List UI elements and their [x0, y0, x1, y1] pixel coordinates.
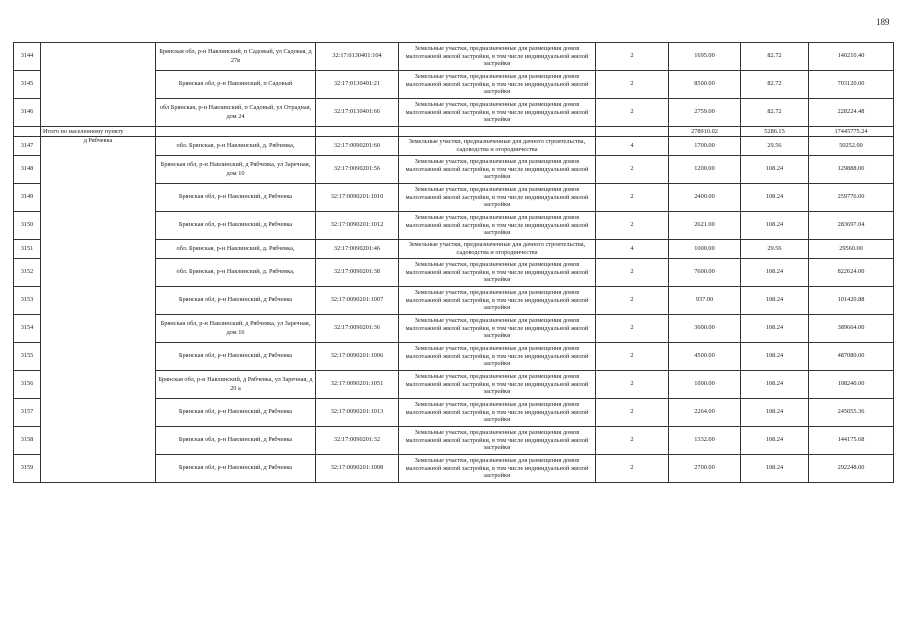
total-empty-cell	[596, 127, 669, 137]
row-number: 3157	[14, 399, 41, 427]
rate-cell: 29.56	[741, 137, 809, 156]
address-cell: Брянская обл, р-н Навлинский, д Рябчевка	[156, 212, 316, 240]
total-empty-cell	[156, 127, 316, 137]
row-number: 3149	[14, 184, 41, 212]
land-category-cell: Земельные участки, предназначенные для размещения домов малоэтажной жилой застройки, в том числе индивидуальной жилой застройки	[399, 427, 596, 455]
rate-cell: 108.24	[741, 427, 809, 455]
row-number: 3147	[14, 137, 41, 156]
category-code-cell: 2	[596, 71, 669, 99]
area-cell: 1000.00	[669, 240, 741, 259]
cadastral-value-cell: 487080.00	[809, 343, 894, 371]
category-code-cell: 4	[596, 240, 669, 259]
address-cell: Брянская обл, р-н Навлинский, п Садовый	[156, 71, 316, 99]
row-number: 3144	[14, 43, 41, 71]
land-category-cell: Земельные участки, предназначенные для размещения домов малоэтажной жилой застройки, в том числе индивидуальной жилой застройки	[399, 371, 596, 399]
land-category-cell: Земельные участки, предназначенные для размещения домов малоэтажной жилой застройки, в том числе индивидуальной жилой застройки	[399, 455, 596, 483]
area-cell: 2759.00	[669, 99, 741, 127]
rate-cell: 108.24	[741, 399, 809, 427]
rate-cell: 108.24	[741, 343, 809, 371]
category-code-cell: 2	[596, 156, 669, 184]
cadastral-number-cell: 32:17:0090201:1008	[316, 455, 399, 483]
land-category-cell: Земельные участки, предназначенные для размещения домов малоэтажной жилой застройки, в том числе индивидуальной жилой застройки	[399, 259, 596, 287]
land-category-cell: Земельные участки, предназначенные для дачного строительства, садоводства и огородничества	[399, 137, 596, 156]
cadastral-number-cell: 32:17:0090201:60	[316, 137, 399, 156]
cadastral-value-cell: 292248.00	[809, 455, 894, 483]
area-cell: 1695.00	[669, 43, 741, 71]
total-empty-cell	[14, 127, 41, 137]
area-cell: 1200.00	[669, 156, 741, 184]
address-cell: обл. Брянская, р-н Навлинский, д. Рябчевка,	[156, 137, 316, 156]
total-empty-cell	[316, 127, 399, 137]
area-cell: 2700.00	[669, 455, 741, 483]
total-rate: 5286.15	[741, 127, 809, 137]
area-cell: 1000.00	[669, 371, 741, 399]
category-code-cell: 2	[596, 43, 669, 71]
row-number: 3146	[14, 99, 41, 127]
category-code-cell: 2	[596, 259, 669, 287]
locality-cell	[41, 43, 156, 127]
rate-cell: 82.72	[741, 43, 809, 71]
cadastral-value-cell: 259776.00	[809, 184, 894, 212]
table-body	[14, 43, 894, 483]
rate-cell: 108.24	[741, 156, 809, 184]
address-cell: Брянская обл, р-н Навлинский, п Садовый, ул Садовая, д 27в	[156, 43, 316, 71]
rate-cell: 82.72	[741, 71, 809, 99]
total-label: Итого по населенному пункту	[41, 127, 156, 137]
rate-cell: 108.24	[741, 259, 809, 287]
area-cell: 937.00	[669, 287, 741, 315]
address-cell: Брянская обл, р-н Навлинский, д Рябчевка	[156, 287, 316, 315]
area-cell: 3600.00	[669, 315, 741, 343]
address-cell: обл. Брянская, р-н Навлинский, д. Рябчевка,	[156, 259, 316, 287]
area-cell: 1700.00	[669, 137, 741, 156]
cadastral-number-cell: 32:17:0090201:1051	[316, 371, 399, 399]
table-row	[14, 137, 894, 156]
land-category-cell: Земельные участки, предназначенные для размещения домов малоэтажной жилой застройки, в том числе индивидуальной жилой застройки	[399, 315, 596, 343]
land-category-cell: Земельные участки, предназначенные для размещения домов малоэтажной жилой застройки, в том числе индивидуальной жилой застройки	[399, 212, 596, 240]
land-category-cell: Земельные участки, предназначенные для размещения домов малоэтажной жилой застройки, в том числе индивидуальной жилой застройки	[399, 399, 596, 427]
address-cell: Брянская обл, р-н Навлинский, д Рябчевка	[156, 427, 316, 455]
address-cell: обл. Брянская, р-н Навлинский, д. Рябчевка,	[156, 240, 316, 259]
cadastral-number-cell: 32:17:0090201:46	[316, 240, 399, 259]
cadastral-number-cell: 32:17:0130401:21	[316, 71, 399, 99]
land-category-cell: Земельные участки, предназначенные для размещения домов малоэтажной жилой застройки, в том числе индивидуальной жилой застройки	[399, 156, 596, 184]
area-cell: 4500.00	[669, 343, 741, 371]
row-number: 3154	[14, 315, 41, 343]
area-cell: 7600.00	[669, 259, 741, 287]
row-number: 3159	[14, 455, 41, 483]
total-area: 278910.02	[669, 127, 741, 137]
category-code-cell: 2	[596, 315, 669, 343]
row-number: 3145	[14, 71, 41, 99]
address-cell: Брянская обл, р-н Навлинский, д Рябчевка	[156, 343, 316, 371]
category-code-cell: 2	[596, 371, 669, 399]
land-category-cell: Земельные участки, предназначенные для размещения домов малоэтажной жилой застройки, в том числе индивидуальной жилой застройки	[399, 184, 596, 212]
land-category-cell: Земельные участки, предназначенные для дачного строительства, садоводства и огородничества	[399, 240, 596, 259]
rate-cell: 82.72	[741, 99, 809, 127]
land-category-cell: Земельные участки, предназначенные для размещения домов малоэтажной жилой застройки, в том числе индивидуальной жилой застройки	[399, 287, 596, 315]
row-number: 3155	[14, 343, 41, 371]
row-number: 3150	[14, 212, 41, 240]
address-cell: Брянская обл, р-н Навлинский, д Рябчевка, ул Заречная, д 20 а	[156, 371, 316, 399]
land-category-cell: Земельные участки, предназначенные для размещения домов малоэтажной жилой застройки, в том числе индивидуальной жилой застройки	[399, 43, 596, 71]
row-number: 3158	[14, 427, 41, 455]
land-category-cell: Земельные участки, предназначенные для размещения домов малоэтажной жилой застройки, в том числе индивидуальной жилой застройки	[399, 343, 596, 371]
land-plots-table	[13, 42, 894, 483]
category-code-cell: 2	[596, 455, 669, 483]
area-cell: 2621.00	[669, 212, 741, 240]
category-code-cell: 2	[596, 184, 669, 212]
area-cell: 8500.00	[669, 71, 741, 99]
cadastral-number-cell: 32:17:0090201:1010	[316, 184, 399, 212]
total-empty-cell	[399, 127, 596, 137]
address-cell: Брянская обл, р-н Навлинский, д Рябчевка	[156, 455, 316, 483]
cadastral-number-cell: 32:17:0130401:104	[316, 43, 399, 71]
category-code-cell: 2	[596, 287, 669, 315]
cadastral-value-cell: 29560.00	[809, 240, 894, 259]
land-category-cell: Земельные участки, предназначенные для размещения домов малоэтажной жилой застройки, в том числе индивидуальной жилой застройки	[399, 71, 596, 99]
cadastral-value-cell: 140210.40	[809, 43, 894, 71]
cadastral-number-cell: 32:17:0090201:1006	[316, 343, 399, 371]
rate-cell: 29.56	[741, 240, 809, 259]
cadastral-number-cell: 32:17:0090201:56	[316, 156, 399, 184]
row-number: 3153	[14, 287, 41, 315]
cadastral-value-cell: 129888.00	[809, 156, 894, 184]
rate-cell: 108.24	[741, 184, 809, 212]
area-cell: 1332.00	[669, 427, 741, 455]
cadastral-value-cell: 822624.00	[809, 259, 894, 287]
cadastral-value-cell: 245055.36	[809, 399, 894, 427]
cadastral-number-cell: 32:17:0090201:32	[316, 427, 399, 455]
address-cell: Брянская обл, р-н Навлинский, д Рябчевка	[156, 399, 316, 427]
category-code-cell: 2	[596, 427, 669, 455]
category-code-cell: 2	[596, 343, 669, 371]
cadastral-number-cell: 32:17:0090201:1007	[316, 287, 399, 315]
rate-cell: 108.24	[741, 315, 809, 343]
address-cell: Брянская обл, р-н Навлинский, д Рябчевка, ул Заречная, дом 16	[156, 315, 316, 343]
cadastral-value-cell: 108240.00	[809, 371, 894, 399]
cadastral-value-cell: 50252.00	[809, 137, 894, 156]
category-code-cell: 4	[596, 137, 669, 156]
category-code-cell: 2	[596, 99, 669, 127]
cadastral-value-cell: 389664.00	[809, 315, 894, 343]
cadastral-number-cell: 32:17:0090201:36	[316, 315, 399, 343]
category-code-cell: 2	[596, 212, 669, 240]
page-number: 189	[876, 17, 890, 27]
row-number: 3151	[14, 240, 41, 259]
cadastral-value-cell: 703120.00	[809, 71, 894, 99]
land-category-cell: Земельные участки, предназначенные для размещения домов малоэтажной жилой застройки, в том числе индивидуальной жилой застройки	[399, 99, 596, 127]
rate-cell: 108.24	[741, 212, 809, 240]
address-cell: Брянская обл, р-н Навлинский, д Рябчевка	[156, 184, 316, 212]
cadastral-number-cell: 32:17:0090201:1012	[316, 212, 399, 240]
locality-name: д Рябчевка	[41, 137, 156, 483]
rate-cell: 108.24	[741, 287, 809, 315]
category-code-cell: 2	[596, 399, 669, 427]
address-cell: Брянская обл, р-н Навлинский, д Рябчевка, ул Заречная, дом 10	[156, 156, 316, 184]
address-cell: обл Брянская, р-н Навлинский, п Садовый, ул Отрадная, дом 24	[156, 99, 316, 127]
total-value: 17445775.24	[809, 127, 894, 137]
cadastral-number-cell: 32:17:0090201:1013	[316, 399, 399, 427]
cadastral-number-cell: 32:17:0090201:38	[316, 259, 399, 287]
row-number: 3148	[14, 156, 41, 184]
cadastral-number-cell: 32:17:0130401:66	[316, 99, 399, 127]
area-cell: 2264.00	[669, 399, 741, 427]
cadastral-value-cell: 228224.48	[809, 99, 894, 127]
row-number: 3152	[14, 259, 41, 287]
rate-cell: 108.24	[741, 455, 809, 483]
rate-cell: 108.24	[741, 371, 809, 399]
row-number: 3156	[14, 371, 41, 399]
cadastral-value-cell: 283697.04	[809, 212, 894, 240]
area-cell: 2400.00	[669, 184, 741, 212]
table-row	[14, 43, 894, 71]
cadastral-value-cell: 144175.68	[809, 427, 894, 455]
cadastral-value-cell: 101420.88	[809, 287, 894, 315]
locality-total-row	[14, 127, 894, 137]
